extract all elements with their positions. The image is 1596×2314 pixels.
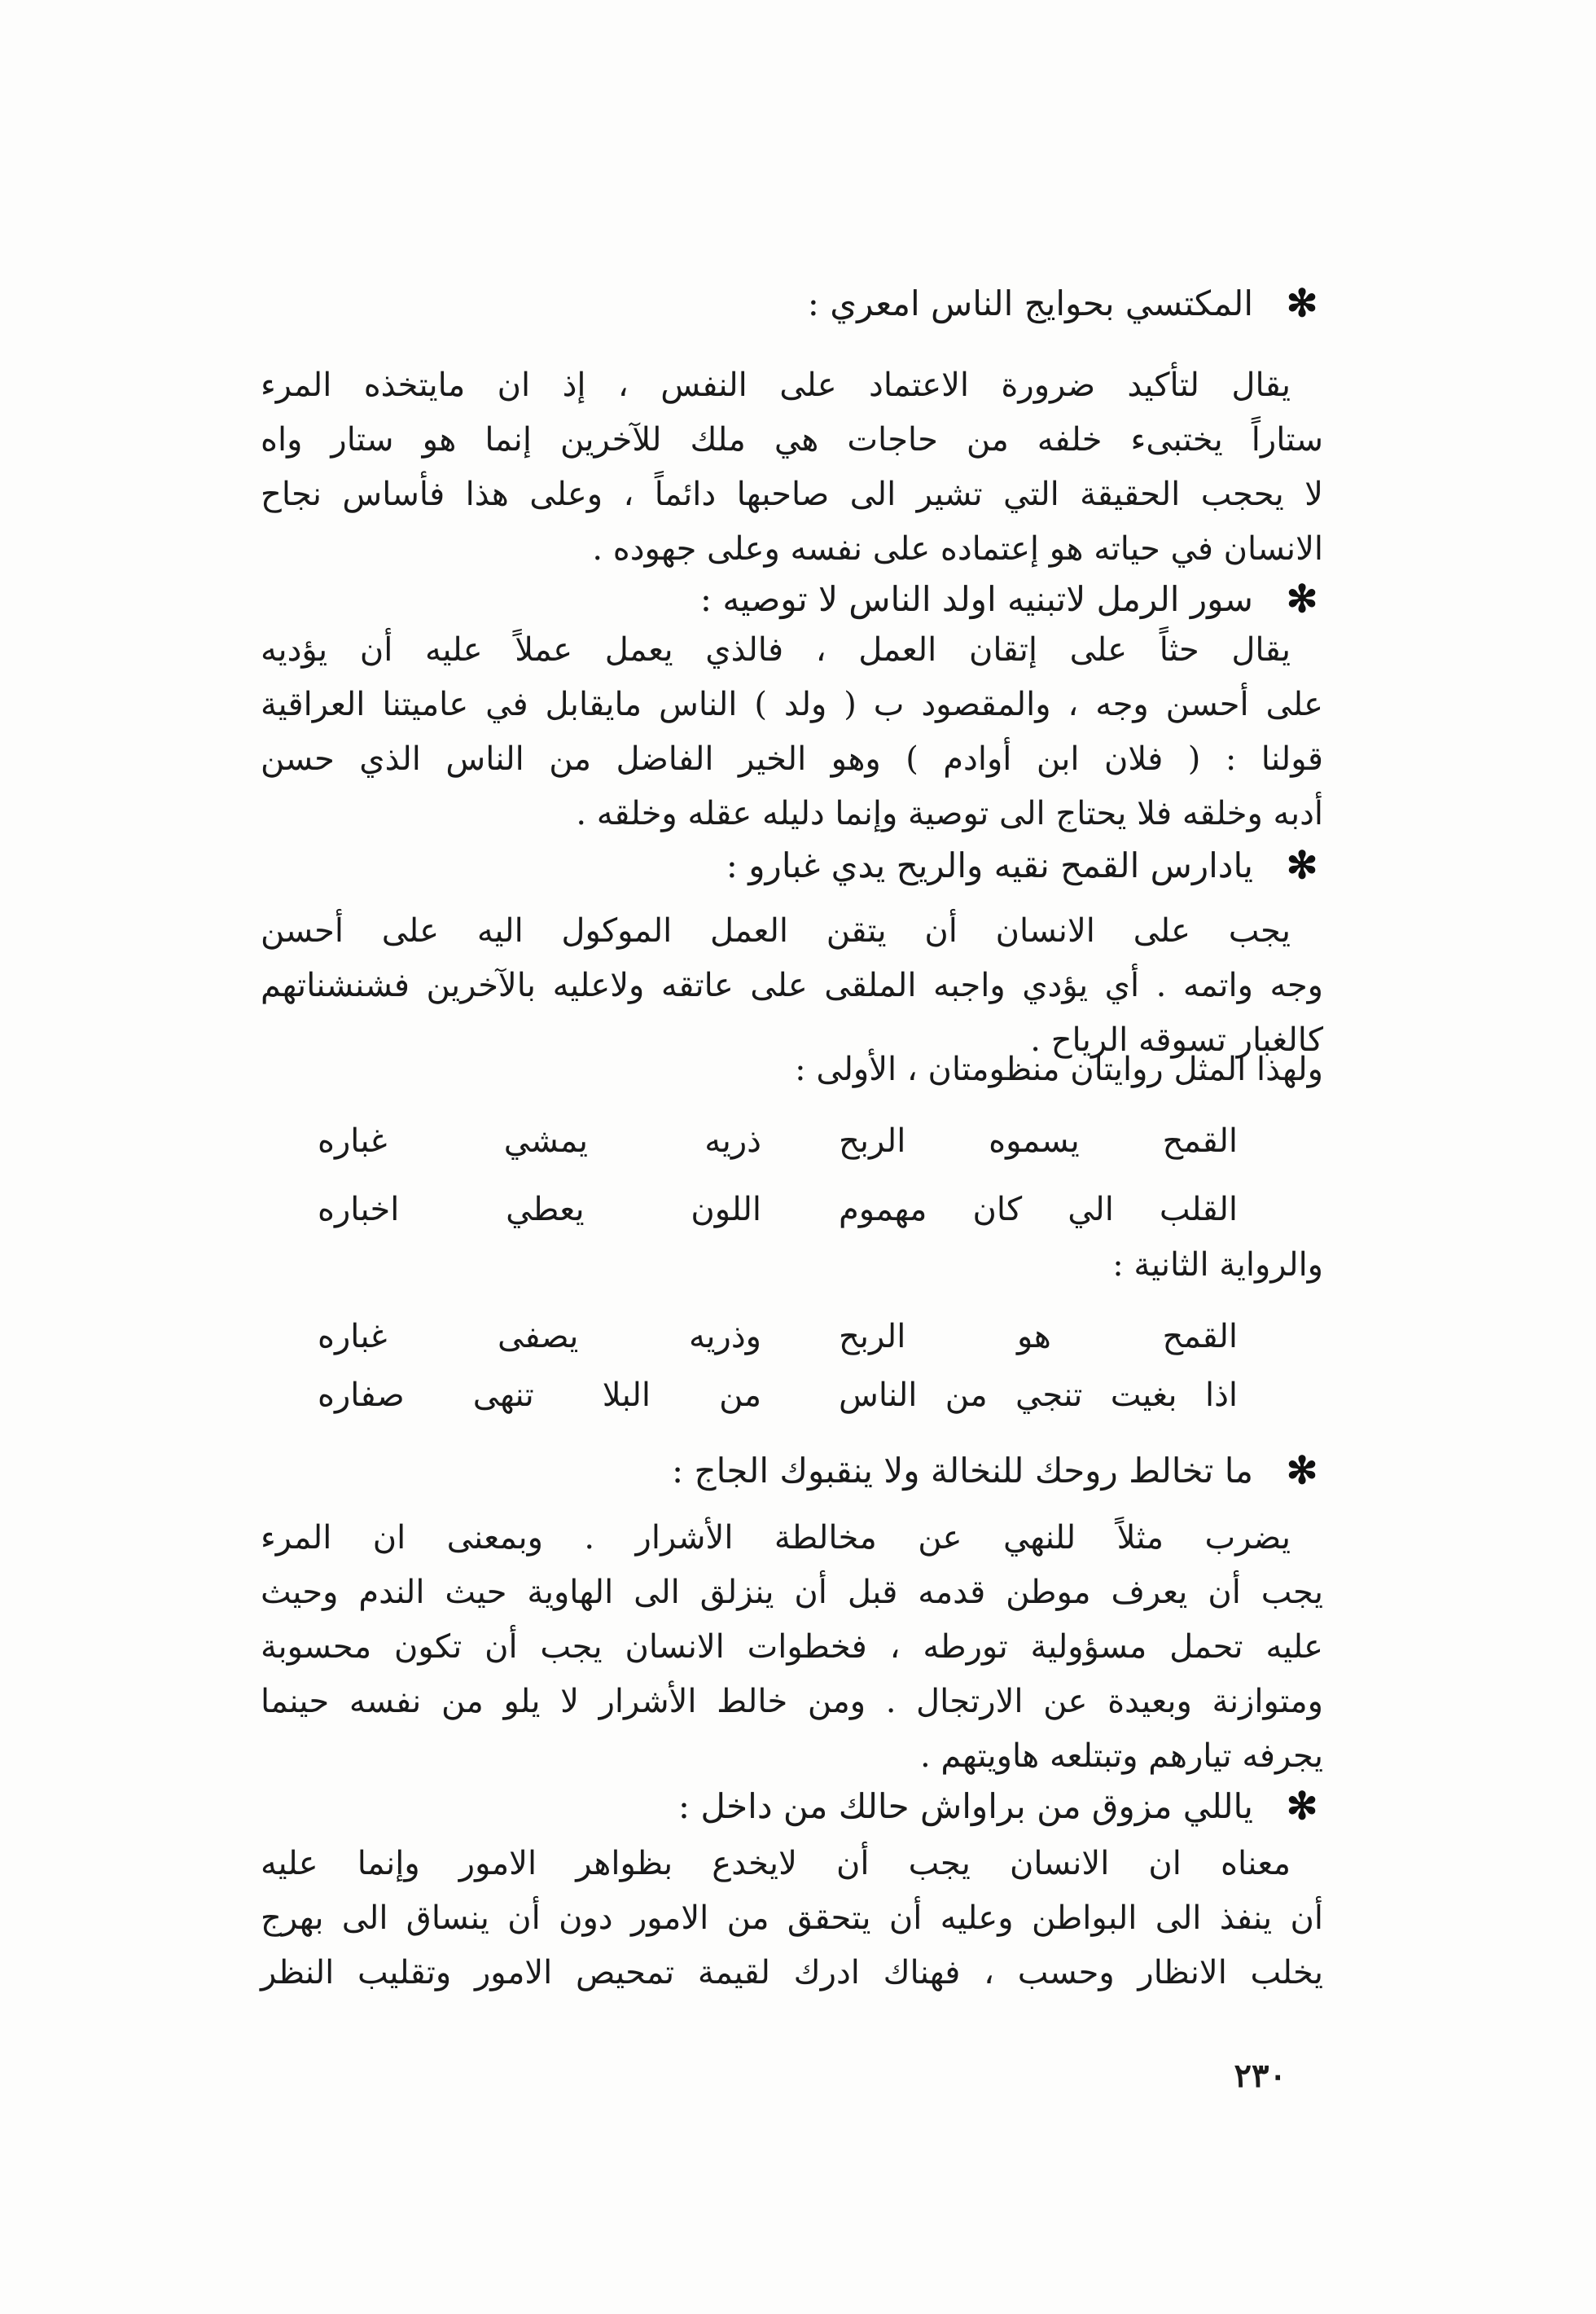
paragraph-line: على أحسن وجه ، والمقصود ب ( ولد ) الناس مايقابل في عاميتنا العراقية <box>261 686 1323 723</box>
asterisk-icon: ✻ <box>1286 1784 1318 1828</box>
paragraph-line: أن ينفذ الى البواطن وعليه أن يتحقق من الامور دون أن ينساق الى بهرج <box>261 1899 1323 1937</box>
paragraph-line: أدبه وخلقه فلا يحتاج الى توصية وإنما دليله عقله وخلقه . <box>576 795 1323 832</box>
entry-5-paragraph <box>261 1837 1323 2000</box>
poem-hemistich-left: ذريه يمشي غباره <box>318 1122 761 1160</box>
poem-hemistich-left: من البلا تنهى صفاره <box>318 1377 761 1414</box>
paragraph-line: يخلب الانظار وحسب ، فهناك ادرك لقيمة تمحيص الامور وتقليب النظر <box>261 1954 1323 1991</box>
poem-hemistich-right: اذا بغيت تنجي من الناس <box>839 1377 1238 1414</box>
paragraph-line: قولنا : ( فلان ابن أوادم ) وهو الخير الفاضل من الناس الذي حسن <box>261 740 1323 778</box>
entry-2-heading <box>700 577 1323 621</box>
paragraph-line: معناه ان الانسان يجب أن لايخدع بظواهر الامور وإنما عليه <box>261 1845 1291 1882</box>
poem-intro-second: والرواية الثانية : <box>1112 1246 1323 1284</box>
paragraph-line: يضرب مثلاً للنهي عن مخالطة الأشرار . وبمعنى ان المرء <box>261 1519 1291 1557</box>
entry-1-heading <box>808 281 1323 325</box>
paragraph-line: وجه واتمه . أي يؤدي واجبه الملقى على عاتقه ولاعليه بالآخرين فشنشناتهم <box>261 967 1323 1004</box>
entry-1-paragraph <box>261 358 1323 577</box>
entry-3-heading-text: يادارس القمح نقيه والريح يدي غبارو : <box>726 845 1253 885</box>
entry-1-heading-text: المكتسي بحوايج الناس امعري : <box>807 283 1253 323</box>
asterisk-icon: ✻ <box>1286 1448 1318 1492</box>
paragraph-line: كالغبار تسوقه الرياح . <box>1030 1021 1323 1059</box>
paragraph-line: يقال لتأكيد ضرورة الاعتماد على النفس ، إذ ان مايتخذه المرء <box>261 367 1291 404</box>
poem-hemistich-right: القلب الي كان مهموم <box>839 1191 1238 1228</box>
entry-5-heading-text: ياللي مزوق من براواش حالك من داخل : <box>677 1785 1253 1826</box>
entry-3-heading <box>726 843 1323 887</box>
paragraph-line: لا يحجب الحقيقة التي تشير الى صاحبها دائماً ، وعلى هذا فأساس نجاح <box>261 476 1323 513</box>
asterisk-icon: ✻ <box>1286 281 1318 325</box>
paragraph-line: يجرفه تيارهم وتبتلعه هاويتهم . <box>919 1737 1323 1775</box>
paragraph-line: يجب أن يعرف موطن قدمه قبل أن ينزلق الى الهاوية حيث الندم وحيث <box>261 1574 1323 1611</box>
entry-4-heading <box>672 1448 1323 1492</box>
entry-4-heading-text: ما تخالط روحك للنخالة ولا ينقبوك الجاج : <box>672 1450 1253 1491</box>
entry-5-heading <box>678 1784 1323 1828</box>
poem-hemistich-left: وذريه يصفى غباره <box>318 1318 761 1355</box>
paragraph-line: يجب على الانسان أن يتقن العمل الموكول اليه على أحسن <box>261 912 1291 950</box>
poem-hemistich-left: اللون يعطي اخباره <box>318 1191 761 1228</box>
poem-intro-first: ولهذا المثل روايتان منظومتان ، الأولى : <box>795 1051 1323 1088</box>
paragraph-line: يقال حثاً على إتقان العمل ، فالذي يعمل عملاً عليه أن يؤديه <box>261 631 1291 669</box>
paragraph-line: ستاراً يختبىء خلفه من حاجات هي ملك للآخرين إنما هو ستار واه <box>261 421 1323 459</box>
entry-2-paragraph <box>261 623 1323 841</box>
paragraph-line: الانسان في حياته هو إعتماده على نفسه وعلى جهوده . <box>592 530 1323 568</box>
entry-4-paragraph <box>261 1511 1323 1784</box>
poem-hemistich-right: القمح هو الربح <box>839 1318 1238 1355</box>
entry-2-heading-text: سور الرمل لاتبنيه اولد الناس لا توصيه : <box>699 578 1253 619</box>
asterisk-icon: ✻ <box>1286 577 1318 621</box>
asterisk-icon: ✻ <box>1286 843 1318 887</box>
poem-hemistich-right: القمح يسموه الربح <box>839 1122 1238 1160</box>
paragraph-line: ومتوازنة وبعيدة عن الارتجال . ومن خالط الأشرار لا يلو من نفسه حينما <box>261 1683 1323 1720</box>
paragraph-line: عليه تحمل مسؤولية تورطه ، فخطوات الانسان يجب أن تكون محسوبة <box>261 1628 1323 1666</box>
page-number: ٢٣٠ <box>1234 2057 1287 2095</box>
entry-3-paragraph <box>261 904 1323 1068</box>
